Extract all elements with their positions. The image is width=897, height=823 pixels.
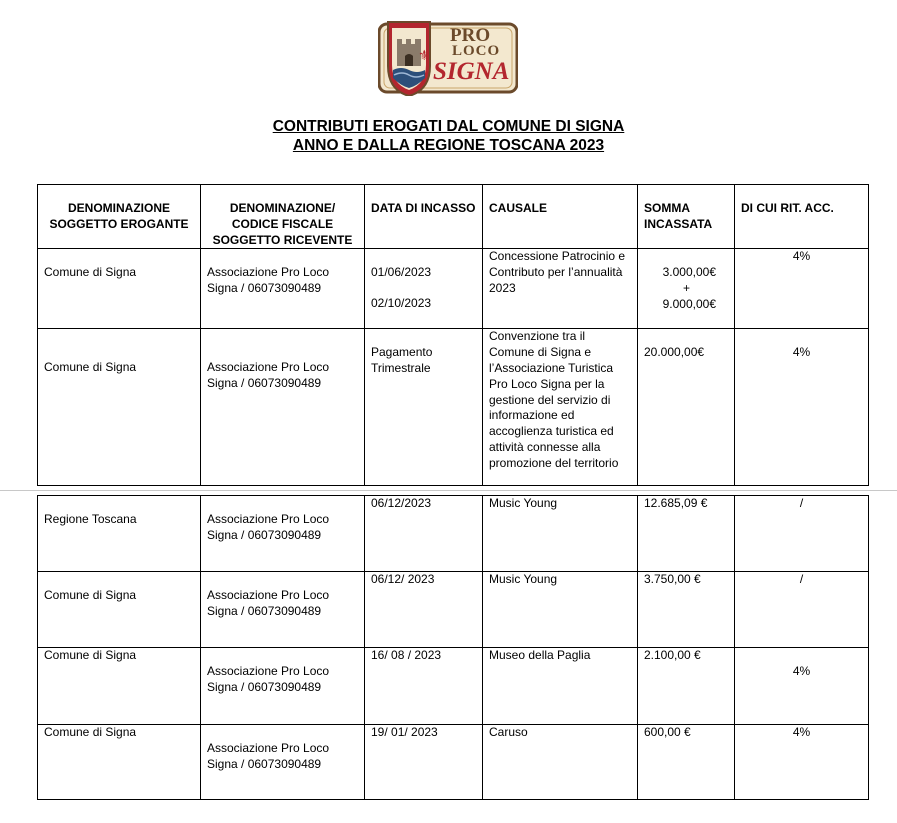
cell-ritenuta: 4% xyxy=(735,329,869,486)
cell-ricevente: Associazione Pro Loco Signa / 06073090489 xyxy=(201,496,365,572)
cell-ricevente: Associazione Pro Loco Signa / 06073090489 xyxy=(201,329,365,486)
table-row xyxy=(38,648,869,725)
cell-ritenuta: 4% xyxy=(735,725,869,800)
cell-ricevente: Associazione Pro Loco Signa / 06073090489 xyxy=(201,249,365,329)
cell-somma: 600,00 € xyxy=(638,725,735,800)
cell-data: 16/ 08 / 2023 xyxy=(365,648,483,725)
cell-ricevente: Associazione Pro Loco Signa / 06073090489 xyxy=(201,572,365,648)
cell-data: 19/ 01/ 2023 xyxy=(365,725,483,800)
cell-ritenuta: 4% xyxy=(735,249,869,329)
cell-causale: Concessione Patrocinio e Contributo per l’annualità 2023 xyxy=(483,249,638,329)
cell-ritenuta: / xyxy=(735,496,869,572)
document-title xyxy=(0,117,897,155)
cell-ritenuta: 4% xyxy=(735,648,869,725)
cell-data xyxy=(365,249,483,329)
table-row xyxy=(38,249,869,329)
data-line-2: 02/10/2023 xyxy=(371,296,432,311)
header-ritenuta: DI CUI RIT. ACC. xyxy=(735,185,869,249)
logo-text-signa: SIGNA xyxy=(433,58,510,85)
header-causale: CAUSALE xyxy=(483,185,638,249)
cell-erogante: Comune di Signa xyxy=(38,249,201,329)
cell-causale: Caruso xyxy=(483,725,638,800)
cell-erogante: Comune di Signa xyxy=(38,648,201,725)
table-row xyxy=(38,572,869,648)
data-line-1: 01/06/2023 xyxy=(371,265,432,280)
logo-text-loco: LOCO xyxy=(452,43,501,59)
cell-data: Pagamento Trimestrale xyxy=(365,329,483,486)
table-row xyxy=(38,496,869,572)
table-row xyxy=(38,725,869,800)
cell-erogante: Comune di Signa xyxy=(38,329,201,486)
somma-line-1: 3.000,00€ xyxy=(662,265,716,280)
title-line-1: CONTRIBUTI EROGATI DAL COMUNE DI SIGNA xyxy=(272,118,625,135)
table-header-row xyxy=(38,185,869,249)
cell-erogante: Regione Toscana xyxy=(38,496,201,572)
header-ricevente: DENOMINAZIONE/ CODICE FISCALE SOGGETTO RICEVENTE xyxy=(201,185,365,249)
svg-text:⚜: ⚜ xyxy=(418,48,431,64)
somma-plus: + xyxy=(682,281,690,296)
cell-causale: Convenzione tra il Comune di Signa e l’Associazione Turistica Pro Loco Signa per la gestione del servizio di informazione ed accoglienza turistica ed attività connesse alla promozione del territorio xyxy=(483,329,638,486)
cell-causale: Museo della Paglia xyxy=(483,648,638,725)
cell-somma: 2.100,00 € xyxy=(638,648,735,725)
table-row xyxy=(38,329,869,486)
cell-data: 06/12/2023 xyxy=(365,496,483,572)
cell-somma: 20.000,00€ xyxy=(638,329,735,486)
title-line-2: ANNO E DALLA REGIONE TOSCANA 2023 xyxy=(292,137,605,154)
cell-causale: Music Young xyxy=(483,572,638,648)
cell-ricevente: Associazione Pro Loco Signa / 06073090489 xyxy=(201,725,365,800)
cell-somma: 3.750,00 € xyxy=(638,572,735,648)
contributions-table-part-2 xyxy=(37,495,869,800)
cell-causale: Music Young xyxy=(483,496,638,572)
header-somma: SOMMA INCASSATA xyxy=(638,185,735,249)
cell-ricevente: Associazione Pro Loco Signa / 06073090489 xyxy=(201,648,365,725)
cell-ritenuta: / xyxy=(735,572,869,648)
page-break-line xyxy=(0,490,897,491)
header-erogante: DENOMINAZIONE SOGGETTO EROGANTE xyxy=(38,185,201,249)
cell-erogante: Comune di Signa xyxy=(38,725,201,800)
contributions-table-part-1 xyxy=(37,184,869,486)
cell-erogante: Comune di Signa xyxy=(38,572,201,648)
cell-somma xyxy=(638,249,735,329)
logo-text-pro: PRO xyxy=(450,25,491,46)
header-data-incasso: DATA DI INCASSO xyxy=(365,185,483,249)
cell-somma: 12.685,09 € xyxy=(638,496,735,572)
cell-data: 06/12/ 2023 xyxy=(365,572,483,648)
somma-line-2: 9.000,00€ xyxy=(662,296,716,311)
